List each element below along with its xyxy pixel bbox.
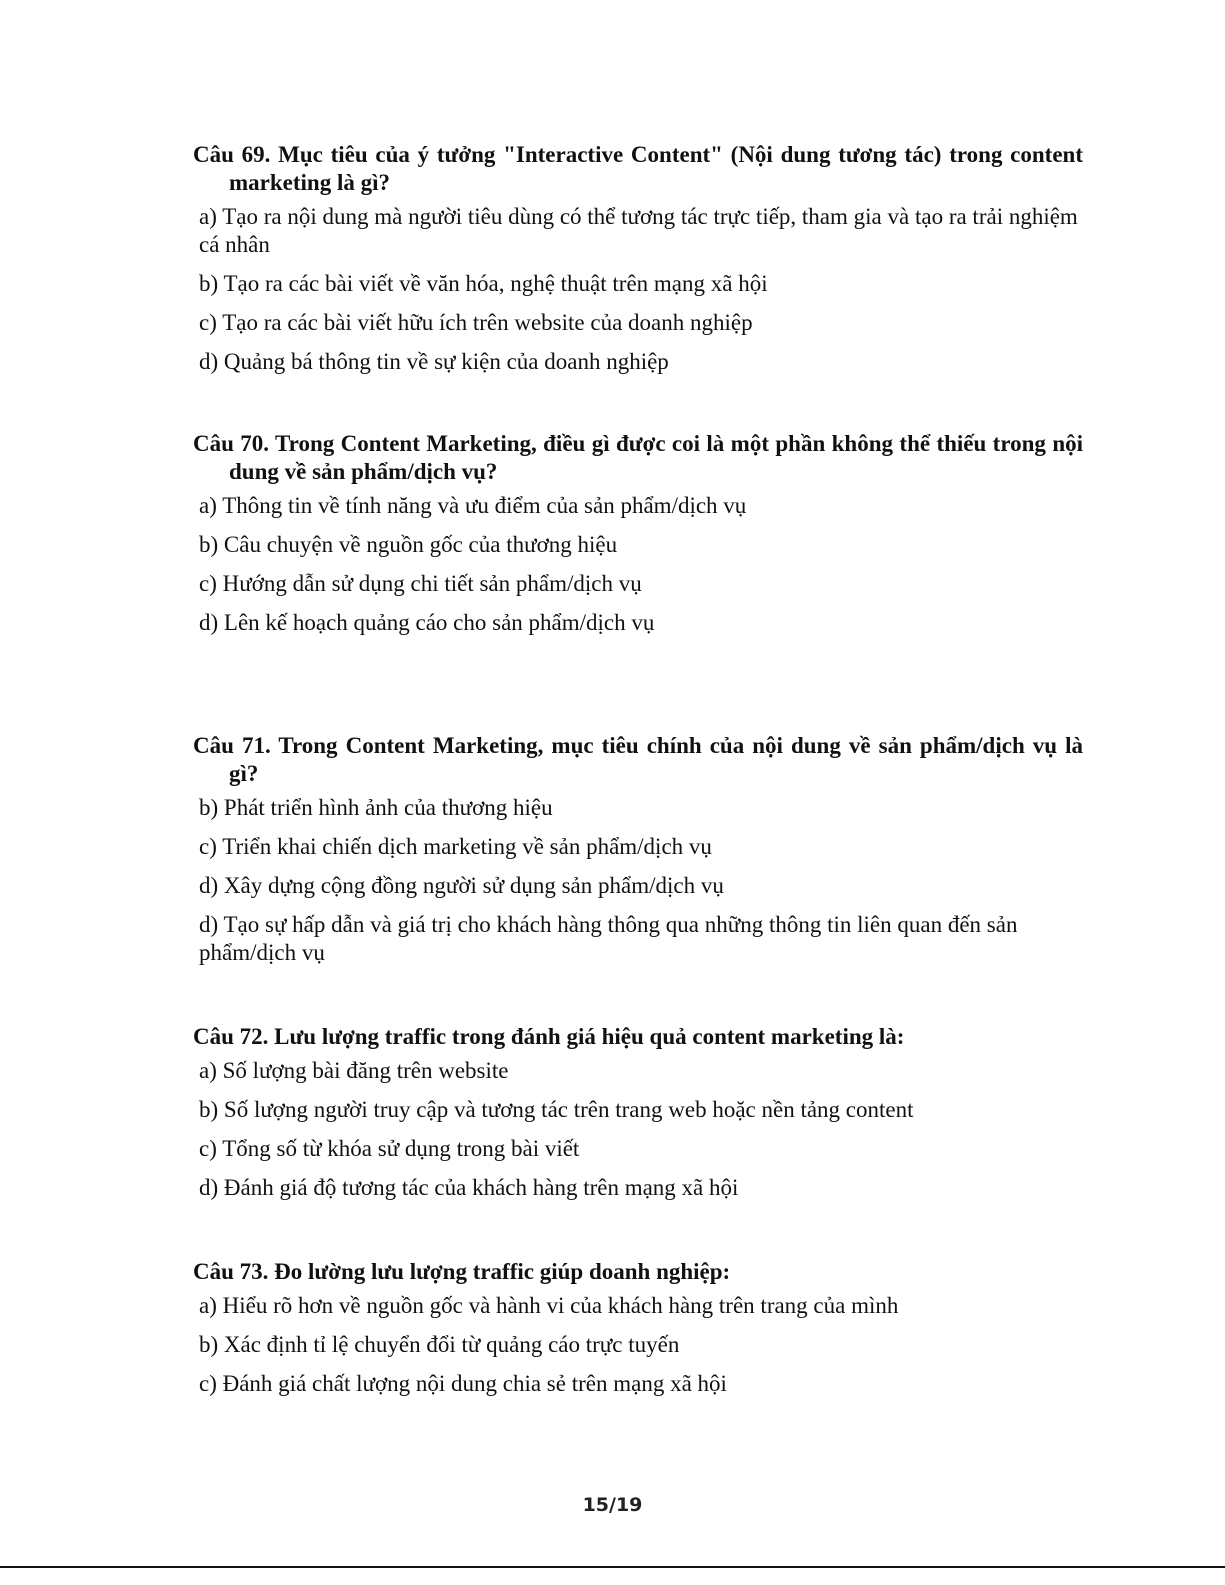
question-73 — [193, 1258, 1083, 1409]
answer-option: b) Phát triển hình ảnh của thương hiệu — [199, 795, 553, 820]
question-72 — [193, 1023, 1083, 1213]
answer-option: d) Quảng bá thông tin về sự kiện của doanh nghiệp — [199, 349, 669, 374]
question-70 — [193, 430, 1083, 648]
question-number: Câu 69. — [193, 142, 271, 167]
question-title — [193, 430, 1083, 486]
answer-option: b) Số lượng người truy cập và tương tác trên trang web hoặc nền tảng content — [199, 1097, 914, 1122]
answer-option: c) Hướng dẫn sử dụng chi tiết sản phẩm/dịch vụ — [199, 571, 642, 596]
question-number: Câu 71. — [193, 733, 271, 758]
answer-option: b) Tạo ra các bài viết về văn hóa, nghệ thuật trên mạng xã hội — [199, 271, 768, 296]
answer-option: c) Tạo ra các bài viết hữu ích trên website của doanh nghiệp — [199, 310, 753, 335]
answer-option: a) Số lượng bài đăng trên website — [199, 1058, 509, 1083]
answer-option: c) Đánh giá chất lượng nội dung chia sẻ trên mạng xã hội — [199, 1371, 727, 1396]
question-text: Trong Content Marketing, điều gì được coi là một phần không thể thiếu trong nội dung về sản phẩm/dịch vụ? — [229, 431, 1083, 484]
page-bottom-divider — [0, 1566, 1225, 1568]
question-title — [193, 732, 1083, 788]
question-text: Mục tiêu của ý tưởng "Interactive Content" (Nội dung tương tác) trong content marketing là gì? — [229, 142, 1084, 195]
question-title — [193, 1023, 1083, 1051]
question-69 — [193, 141, 1083, 387]
question-text: Trong Content Marketing, mục tiêu chính của nội dung về sản phẩm/dịch vụ là gì? — [229, 733, 1084, 786]
question-title — [193, 1258, 1083, 1286]
question-text: Lưu lượng traffic trong đánh giá hiệu quả content marketing là: — [274, 1024, 905, 1049]
question-title — [193, 141, 1083, 197]
answer-option: d) Tạo sự hấp dẫn và giá trị cho khách hàng thông qua những thông tin liên quan đến sản phẩm/dịch vụ — [199, 912, 1018, 965]
question-text: Đo lường lưu lượng traffic giúp doanh nghiệp: — [274, 1259, 731, 1284]
answer-option: b) Xác định tỉ lệ chuyển đổi từ quảng cáo trực tuyến — [199, 1332, 680, 1357]
answer-option: a) Tạo ra nội dung mà người tiêu dùng có thể tương tác trực tiếp, tham gia và tạo ra trải nghiệm cá nhân — [199, 204, 1078, 257]
answer-option: c) Triển khai chiến dịch marketing về sản phẩm/dịch vụ — [199, 834, 712, 859]
answer-option: a) Hiểu rõ hơn về nguồn gốc và hành vi của khách hàng trên trang của mình — [199, 1293, 899, 1318]
answer-option: d) Đánh giá độ tương tác của khách hàng trên mạng xã hội — [199, 1175, 739, 1200]
answer-option: b) Câu chuyện về nguồn gốc của thương hiệu — [199, 532, 618, 557]
question-number: Câu 70. — [193, 431, 270, 456]
answer-option: c) Tổng số từ khóa sử dụng trong bài viết — [199, 1136, 580, 1161]
question-number: Câu 72. — [193, 1024, 269, 1049]
answer-option: d) Lên kế hoạch quảng cáo cho sản phẩm/dịch vụ — [199, 610, 655, 635]
question-71 — [193, 732, 1083, 978]
page-number: 15/19 — [582, 1494, 643, 1516]
answer-option: a) Thông tin về tính năng và ưu điểm của sản phẩm/dịch vụ — [199, 493, 747, 518]
answer-option: d) Xây dựng cộng đồng người sử dụng sản phẩm/dịch vụ — [199, 873, 724, 898]
question-number: Câu 73. — [193, 1259, 269, 1284]
